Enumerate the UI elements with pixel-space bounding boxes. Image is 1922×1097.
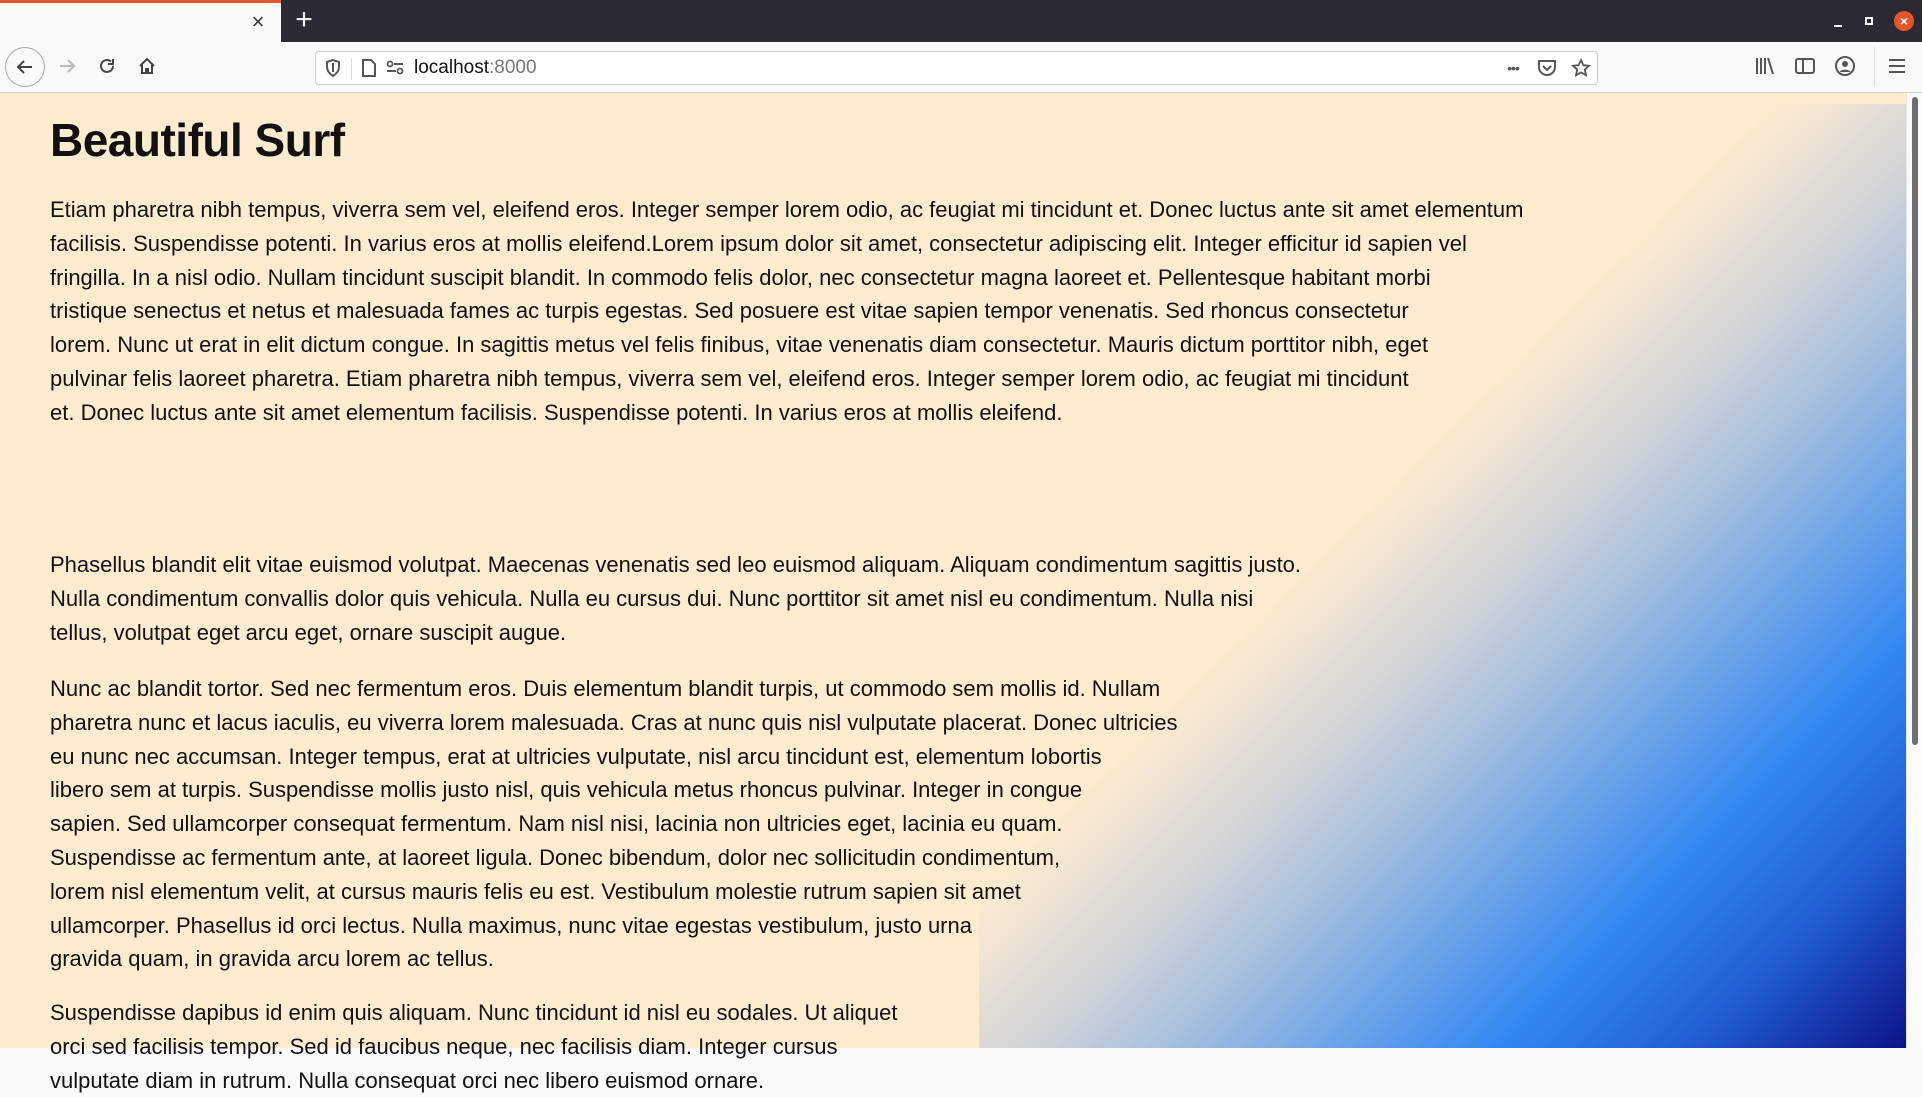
arrow-right-icon [57, 56, 77, 76]
navigation-toolbar [0, 42, 1922, 93]
sidebar-toggle-button[interactable] [1788, 49, 1822, 83]
url-bar[interactable] [315, 51, 1598, 85]
page-actions-more-icon[interactable]: ••• [1507, 60, 1519, 76]
bookmark-star-icon[interactable] [1570, 57, 1592, 79]
url-port: :8000 [489, 57, 537, 78]
arrow-left-icon [15, 57, 35, 77]
url-text[interactable] [414, 57, 537, 79]
page-viewport [0, 93, 1906, 1093]
toolbar-divider [1874, 47, 1875, 87]
reload-button[interactable] [90, 49, 124, 83]
text-line: Nulla condimentum convallis dolor quis vehicula. Nulla eu cursus dui. Nunc porttitor sit amet nisl eu condimentum. Nulla nisi [50, 585, 1254, 611]
page-icon[interactable] [358, 57, 380, 79]
text-line: orci sed facilisis tempor. Sed id faucibus neque, nec facilisis diam. Integer cursus [50, 1033, 838, 1059]
minimize-window-button[interactable] [1830, 12, 1848, 30]
page-title: Beautiful Surf [50, 114, 345, 166]
text-line: gravida quam, in gravida arcu lorem ac tellus. [50, 946, 494, 972]
paragraph-2 [50, 548, 1301, 649]
text-line: sapien. Sed ullamcorper consequat fermentum. Nam nisl nisi, lacinia non ultricies eget, lacinia eu quam. [50, 811, 1063, 837]
text-line: Nunc ac blandit tortor. Sed nec fermentum eros. Duis elementum blandit turpis, ut commodo sem mollis id. Nullam [50, 676, 1161, 701]
text-line: libero sem at turpis. Suspendisse mollis justo nisl, quis vehicula metus rhoncus pulvinar. Integer in congue [50, 777, 1083, 803]
text-line: Suspendisse ac fermentum ante, at laoreet ligula. Donec bibendum, dolor nec sollicitudin condimentum, [50, 844, 1061, 870]
text-line: vulputate diam in rutrum. Nulla consequat orci nec libero euismod ornare. [50, 1067, 765, 1093]
close-window-button[interactable]: × [1894, 11, 1914, 31]
text-line: Phasellus blandit elit vitae euismod volutpat. Maecenas venenatis sed leo euismod aliquam. Aliquam condimentum sagittis justo. [50, 552, 1302, 577]
close-tab-icon[interactable]: × [251, 9, 265, 34]
paragraph-4 [50, 996, 898, 1097]
paragraph-3 [50, 672, 1177, 976]
text-line: pulvinar felis laoreet pharetra. Etiam pharetra nibh tempus, viverra sem vel, eleifend eros. Integer semper lorem odio, ac feugiat mi tincidunt [50, 365, 1409, 391]
reload-icon [97, 56, 117, 76]
text-line: facilisis. Suspendisse potenti. In varius eros at mollis eleifend.Lorem ipsum dolor sit amet, consectetur adipiscing elit. Integer efficitur id sapien vel [50, 230, 1467, 256]
forward-button[interactable] [50, 49, 84, 83]
library-icon [1754, 56, 1776, 76]
scrollbar-thumb[interactable] [1912, 97, 1918, 745]
text-line: eu nunc nec accumsan. Integer tempus, erat at ultricies vulputate, nisl arcu tincidunt est, elementum lobortis [50, 743, 1102, 769]
sidebar-icon [1794, 56, 1816, 76]
vertical-scrollbar[interactable] [1906, 93, 1922, 1048]
new-tab-button[interactable]: + [295, 3, 313, 36]
text-line: Suspendisse dapibus id enim quis aliquam. Nunc tincidunt id nisl eu sodales. Ut aliquet [50, 1000, 898, 1025]
hamburger-menu-icon [1887, 57, 1907, 75]
browser-titlebar [0, 0, 1922, 42]
browser-tab-active[interactable] [0, 0, 281, 42]
account-button[interactable] [1828, 49, 1862, 83]
pocket-icon[interactable] [1536, 57, 1558, 79]
url-divider [351, 58, 352, 80]
text-line: lorem. Nunc ut erat in elit dictum congue. In sagittis metus vel felis finibus, vitae venenatis diam consectetur. Mauris dictum porttitor nibh, eget [50, 332, 1429, 358]
maximize-window-button[interactable] [1860, 12, 1878, 30]
text-line: fringilla. In a nisl odio. Nullam tincidunt suscipit blandit. In commodo felis dolor, nec consectetur magna laoreet et. Pellentesque habitant morbi [50, 264, 1431, 290]
text-line: tellus, volutpat eget arcu eget, ornare suscipit augue. [50, 619, 567, 645]
text-line: pharetra nunc et lacus iaculis, eu viverra lorem malesuada. Cras at nunc quis nisl vulputate placerat. Donec ultricies [50, 709, 1178, 735]
url-host: localhost [414, 57, 489, 78]
text-line: tristique senectus et netus et malesuada fames ac turpis egestas. Sed posuere est vitae sapien tempor venenatis. Sed rhoncus consectetur [50, 298, 1409, 324]
text-line: lorem nisl elementum velit, at cursus mauris felis eu est. Vestibulum molestie rutrum sapien sit amet [50, 878, 1021, 904]
account-icon [1834, 55, 1856, 77]
text-line: et. Donec luctus ante sit amet elementum facilisis. Suspendisse potenti. In varius eros at mollis eleifend. [50, 399, 1063, 425]
home-button[interactable] [130, 49, 164, 83]
text-line: ullamcorper. Phasellus id orci lectus. Nulla maximus, nunc vitae egestas vestibulum, justo urna [50, 912, 972, 938]
permissions-icon[interactable] [384, 57, 406, 79]
library-button[interactable] [1748, 49, 1782, 83]
tracking-protection-shield-icon[interactable] [322, 57, 344, 79]
text-line: Etiam pharetra nibh tempus, viverra sem vel, eleifend eros. Integer semper lorem odio, ac feugiat mi tincidunt et. Donec luctus ante sit amet elementum [50, 197, 1524, 222]
back-button[interactable] [5, 47, 45, 87]
home-icon [137, 56, 157, 76]
paragraph-1 [50, 193, 1523, 430]
app-menu-button[interactable] [1880, 49, 1914, 83]
